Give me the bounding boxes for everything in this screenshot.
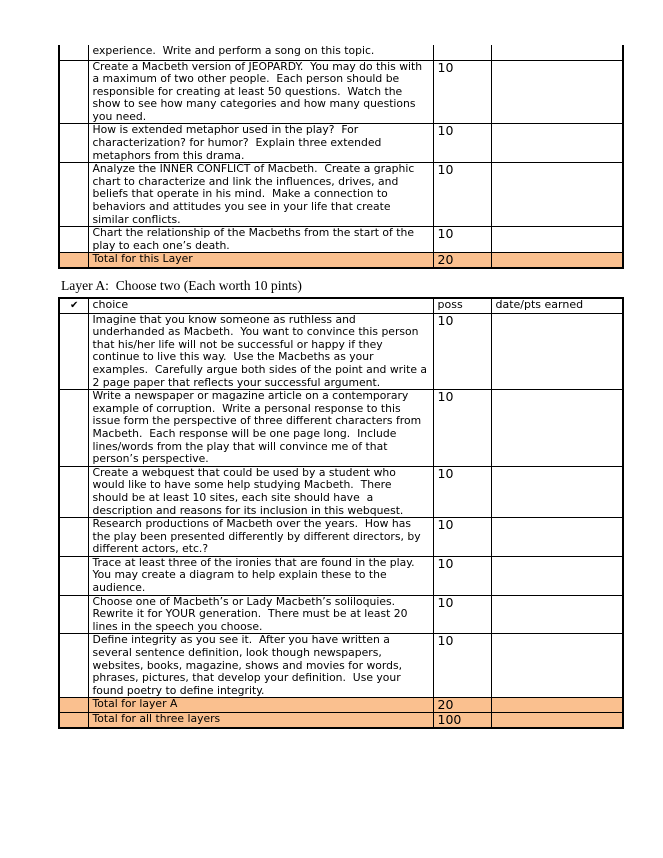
choice-cell: Write a newspaper or magazine article on a contemporary example of corruption. Write a personal response to this issue form the perspective of three different characters from Macbeth. Each response will be one page long. Include lines/words from the play that will convince me of that person’s perspective. bbox=[88, 390, 433, 467]
poss-cell: 10 bbox=[433, 518, 491, 557]
earned-cell bbox=[491, 556, 623, 595]
total-row bbox=[59, 253, 623, 269]
layer-a-heading: Layer A: Choose two (Each worth 10 pints) bbox=[61, 278, 302, 293]
earned-cell bbox=[491, 390, 623, 467]
poss-cell: 10 bbox=[433, 556, 491, 595]
check-cell bbox=[59, 124, 88, 163]
poss-cell: 10 bbox=[433, 124, 491, 163]
earned-cell bbox=[491, 163, 623, 227]
poss-cell: 10 bbox=[433, 390, 491, 467]
earned-cell bbox=[491, 595, 623, 634]
choice-cell: Choose one of Macbeth’s or Lady Macbeth’s soliloquies. Rewrite it for YOUR generation. There must be at least 20 lines in the speech you choose. bbox=[88, 595, 433, 634]
check-cell bbox=[59, 518, 88, 557]
table-row bbox=[59, 634, 623, 698]
table-row bbox=[59, 313, 623, 390]
table-row bbox=[59, 227, 623, 253]
choice-header-cell: choice bbox=[88, 298, 433, 313]
grand-total-row bbox=[59, 713, 623, 729]
check-cell bbox=[59, 60, 88, 124]
check-cell bbox=[59, 313, 88, 390]
choice-cell: Analyze the INNER CONFLICT of Macbeth. Create a graphic chart to characterize and link the influences, drives, and beliefs that operate in his mind. Make a connection to behaviors and attitudes you see in your life that create similar conflicts. bbox=[88, 163, 433, 227]
total-points-cell: 20 bbox=[433, 698, 491, 713]
earned-cell bbox=[491, 253, 623, 269]
poss-cell bbox=[433, 45, 491, 60]
table-row bbox=[59, 163, 623, 227]
poss-cell: 10 bbox=[433, 60, 491, 124]
choice-cell: Define integrity as you see it. After you have written a several sentence definition, look though newspapers, websites, books, magazine, shows and movies for words, phrases, pictures, that develop your definition. Use your found poetry to define integrity. bbox=[88, 634, 433, 698]
check-cell bbox=[59, 390, 88, 467]
choice-cell: Create a Macbeth version of JEOPARDY. You may do this with a maximum of two other people. Each person should be responsible for creating at least 50 questions. Watch the show to see how many categories and how many questions you need. bbox=[88, 60, 433, 124]
earned-cell bbox=[491, 227, 623, 253]
layer-a-table bbox=[58, 297, 624, 729]
table-row bbox=[59, 595, 623, 634]
table-row bbox=[59, 60, 623, 124]
check-cell bbox=[59, 253, 88, 269]
check-cell bbox=[59, 713, 88, 729]
header-row bbox=[59, 298, 623, 313]
earned-cell bbox=[491, 124, 623, 163]
earned-cell bbox=[491, 60, 623, 124]
total-points-cell: 100 bbox=[433, 713, 491, 729]
choice-cell: Research productions of Macbeth over the years. How has the play been presented differently by different directors, by different actors, etc.? bbox=[88, 518, 433, 557]
poss-cell: 10 bbox=[433, 634, 491, 698]
check-cell bbox=[59, 556, 88, 595]
earned-cell bbox=[491, 313, 623, 390]
total-label-cell: Total for all three layers bbox=[88, 713, 433, 729]
total-row bbox=[59, 698, 623, 713]
poss-cell: 10 bbox=[433, 163, 491, 227]
check-cell bbox=[59, 163, 88, 227]
poss-cell: 10 bbox=[433, 313, 491, 390]
check-cell bbox=[59, 595, 88, 634]
choice-cell: Trace at least three of the ironies that are found in the play. You may create a diagram to help explain these to the audience. bbox=[88, 556, 433, 595]
earned-header-cell: date/pts earned bbox=[491, 298, 623, 313]
checkmark-icon: ✔ bbox=[59, 298, 88, 313]
table-row bbox=[59, 466, 623, 517]
poss-cell: 10 bbox=[433, 227, 491, 253]
poss-header-cell: poss bbox=[433, 298, 491, 313]
total-label-cell: Total for this Layer bbox=[88, 253, 433, 269]
check-cell bbox=[59, 227, 88, 253]
choice-cell: How is extended metaphor used in the play? For characterization? for humor? Explain three extended metaphors from this drama. bbox=[88, 124, 433, 163]
check-cell bbox=[59, 634, 88, 698]
total-points-cell: 20 bbox=[433, 253, 491, 269]
earned-cell bbox=[491, 518, 623, 557]
table-row bbox=[59, 390, 623, 467]
total-label-cell: Total for layer A bbox=[88, 698, 433, 713]
table-row bbox=[59, 124, 623, 163]
check-cell bbox=[59, 466, 88, 517]
table-row bbox=[59, 556, 623, 595]
earned-cell bbox=[491, 634, 623, 698]
choice-cell: Imagine that you know someone as ruthless and underhanded as Macbeth. You want to convince this person that his/her life will not be successful or happy if they continue to live this way. Use the Macbeths as your examples. Carefully argue both sides of the point and write a 2 page paper that reflects your successful argument. bbox=[88, 313, 433, 390]
earned-cell bbox=[491, 698, 623, 713]
check-cell bbox=[59, 698, 88, 713]
earned-cell bbox=[491, 466, 623, 517]
choice-cell: Chart the relationship of the Macbeths from the start of the play to each one’s death. bbox=[88, 227, 433, 253]
choice-cell: Create a webquest that could be used by a student who would like to have some help studying Macbeth. There should be at least 10 sites, each site should have a description and reasons for its inclusion in this webquest. bbox=[88, 466, 433, 517]
choice-cell: experience. Write and perform a song on this topic. bbox=[88, 45, 433, 60]
check-cell bbox=[59, 45, 88, 60]
table-row bbox=[59, 518, 623, 557]
layer-total-table bbox=[58, 45, 624, 269]
table-row bbox=[59, 45, 623, 60]
poss-cell: 10 bbox=[433, 595, 491, 634]
earned-cell bbox=[491, 713, 623, 729]
poss-cell: 10 bbox=[433, 466, 491, 517]
earned-cell bbox=[491, 45, 623, 60]
